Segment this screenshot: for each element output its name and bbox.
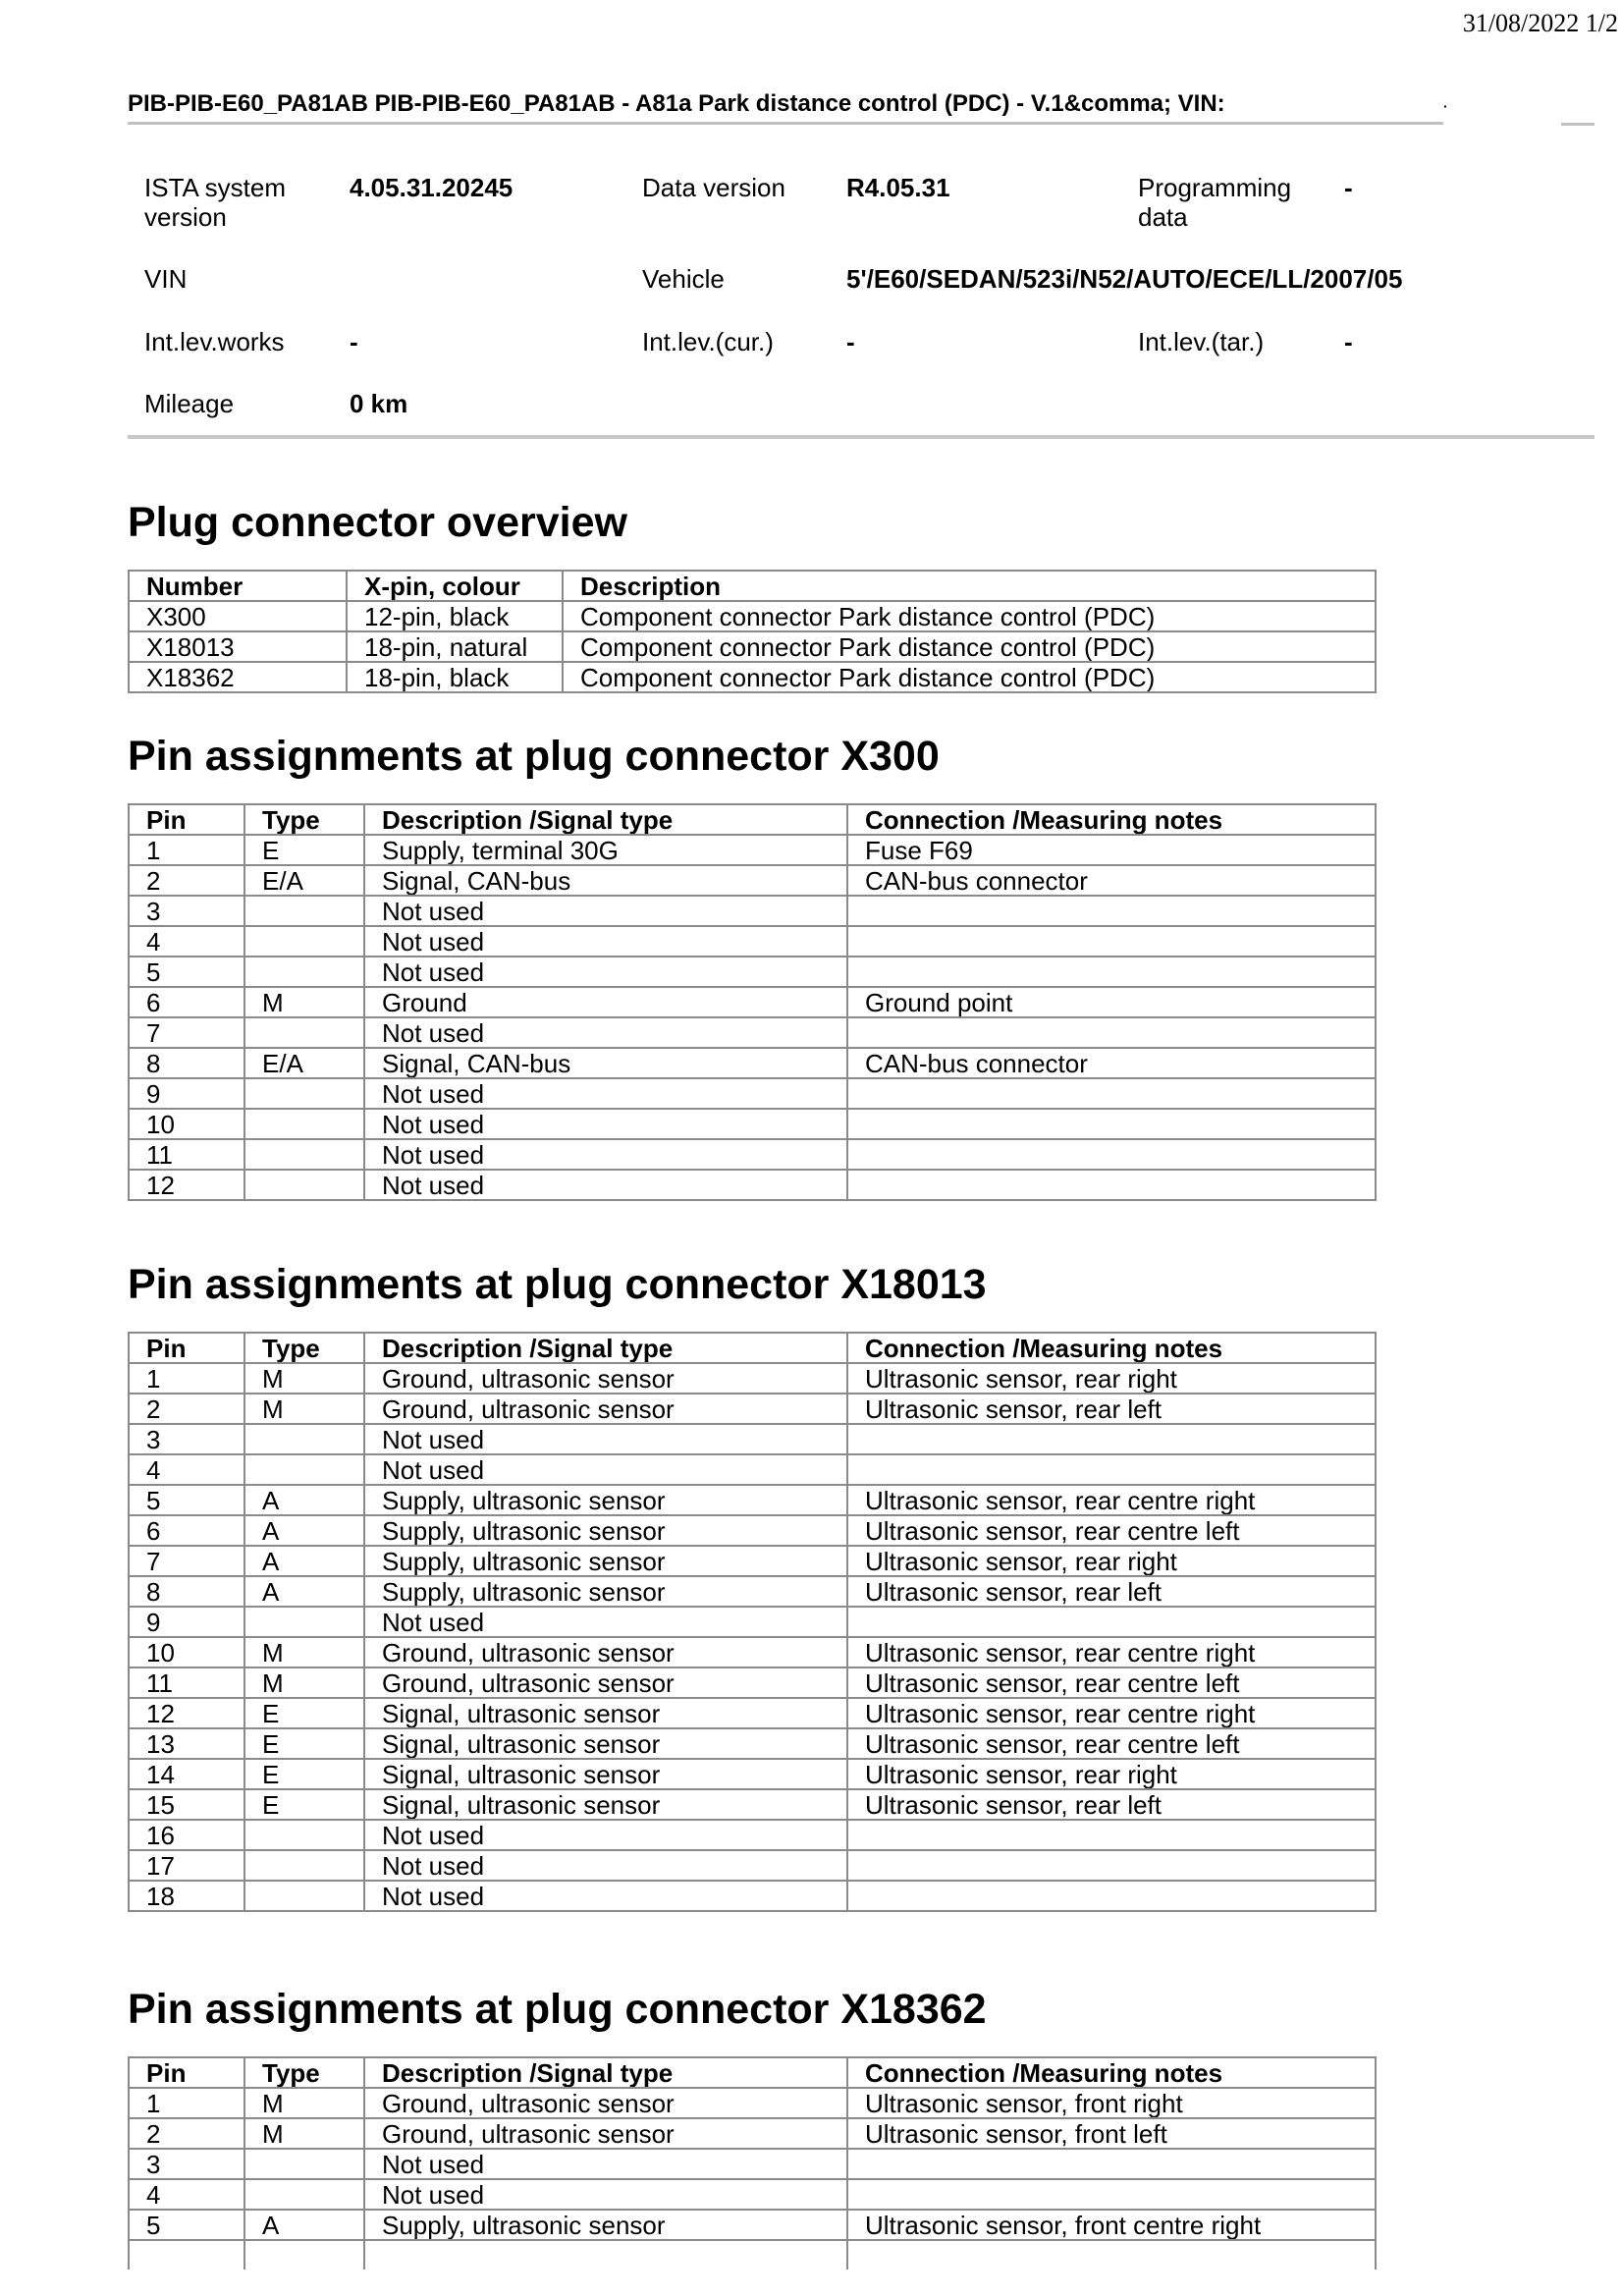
table-cell: Component connector Park distance control (PDC): [563, 601, 1376, 631]
table-cell: [244, 1139, 364, 1170]
table-cell: [847, 2179, 1376, 2210]
table-cell: Ground, ultrasonic sensor: [364, 2088, 847, 2118]
table-cell: Supply, ultrasonic sensor: [364, 1576, 847, 1607]
x18013-pin-table: [128, 1332, 1377, 1912]
table-cell: Not used: [364, 2179, 847, 2210]
document-title: PIB-PIB-E60_PA81AB PIB-PIB-E60_PA81AB - A81a Park distance control (PDC) - V.1&comma; VIN:: [128, 90, 1443, 125]
table-cell: 18-pin, black: [347, 662, 563, 692]
pin-header-row: [129, 804, 1376, 835]
table-row: [129, 1454, 1376, 1485]
table-cell: M: [244, 1394, 364, 1424]
table-row: [129, 957, 1376, 987]
table-cell: [847, 1607, 1376, 1637]
table-cell: X300: [129, 601, 347, 631]
table-row: [129, 865, 1376, 896]
table-cell: 5: [129, 1485, 244, 1515]
table-cell: 6: [129, 1515, 244, 1546]
table-cell: Ultrasonic sensor, rear left: [847, 1394, 1376, 1424]
table-row: [129, 1576, 1376, 1607]
x18362-heading: Pin assignments at plug connector X18362: [128, 1986, 987, 2033]
table-cell: Supply, ultrasonic sensor: [364, 1515, 847, 1546]
column-header: Connection /Measuring notes: [847, 2057, 1376, 2088]
table-cell: Not used: [364, 1078, 847, 1109]
table-cell: [364, 2240, 847, 2269]
table-row: [129, 1667, 1376, 1698]
table-cell: 17: [129, 1850, 244, 1881]
table-cell: 13: [129, 1728, 244, 1759]
table-cell: Ultrasonic sensor, rear centre left: [847, 1728, 1376, 1759]
table-cell: [244, 1454, 364, 1485]
intlev-tar-label: Int.lev.(tar.): [1138, 327, 1265, 356]
table-cell: [244, 1881, 364, 1911]
table-cell: Ultrasonic sensor, front left: [847, 2118, 1376, 2149]
table-row: [129, 1789, 1376, 1820]
table-cell: 4: [129, 926, 244, 957]
column-header: Type: [244, 2057, 364, 2088]
table-cell: Component connector Park distance control (PDC): [563, 631, 1376, 662]
table-cell: Supply, ultrasonic sensor: [364, 2210, 847, 2240]
table-cell: 5: [129, 2210, 244, 2240]
column-header: Connection /Measuring notes: [847, 1333, 1376, 1363]
column-header: Number: [129, 571, 347, 601]
table-cell: Not used: [364, 1607, 847, 1637]
table-cell: 2: [129, 1394, 244, 1424]
table-cell: [847, 1820, 1376, 1850]
table-cell: A: [244, 1576, 364, 1607]
table-cell: CAN-bus connector: [847, 865, 1376, 896]
ista-version-label: ISTA system version: [144, 173, 286, 232]
table-cell: E: [244, 1789, 364, 1820]
x300-heading: Pin assignments at plug connector X300: [128, 733, 940, 780]
table-cell: 15: [129, 1789, 244, 1820]
table-cell: Signal, ultrasonic sensor: [364, 1728, 847, 1759]
table-cell: Ultrasonic sensor, front centre right: [847, 2210, 1376, 2240]
intlev-cur-value: -: [846, 327, 855, 356]
table-cell: [244, 926, 364, 957]
table-row: [129, 631, 1376, 662]
table-cell: E/A: [244, 865, 364, 896]
column-header: Description /Signal type: [364, 1333, 847, 1363]
table-cell: [847, 926, 1376, 957]
table-cell: 2: [129, 2118, 244, 2149]
table-cell: [244, 896, 364, 926]
table-cell: 8: [129, 1576, 244, 1607]
intlev-cur-label: Int.lev.(cur.): [642, 327, 774, 356]
data-version-label: Data version: [642, 173, 785, 202]
overview-table: [128, 570, 1377, 693]
table-cell: Ultrasonic sensor, rear left: [847, 1576, 1376, 1607]
table-cell: Not used: [364, 1820, 847, 1850]
table-cell: Not used: [364, 1170, 847, 1200]
table-row: [129, 1637, 1376, 1667]
table-row: [129, 1363, 1376, 1394]
table-row: [129, 1728, 1376, 1759]
column-header: Pin: [129, 2057, 244, 2088]
programming-data-label: Programming data: [1138, 173, 1292, 232]
table-cell: 11: [129, 1139, 244, 1170]
table-cell: 1: [129, 2088, 244, 2118]
table-row: [129, 1017, 1376, 1048]
table-row: [129, 1698, 1376, 1728]
table-row: [129, 2240, 1376, 2269]
table-row: [129, 662, 1376, 692]
column-header: Connection /Measuring notes: [847, 804, 1376, 835]
table-cell: Ground, ultrasonic sensor: [364, 1667, 847, 1698]
table-cell: 12: [129, 1698, 244, 1728]
intlev-works-label: Int.lev.works: [144, 327, 285, 356]
table-cell: Ultrasonic sensor, rear centre left: [847, 1667, 1376, 1698]
table-row: [129, 1170, 1376, 1200]
ista-version-value: 4.05.31.20245: [350, 173, 514, 202]
table-cell: 12-pin, black: [347, 601, 563, 631]
table-cell: [847, 1139, 1376, 1170]
table-cell: Supply, terminal 30G: [364, 835, 847, 865]
table-cell: A: [244, 1546, 364, 1576]
table-cell: Ground, ultrasonic sensor: [364, 1394, 847, 1424]
table-cell: M: [244, 2088, 364, 2118]
table-cell: 7: [129, 1017, 244, 1048]
column-header: Type: [244, 804, 364, 835]
table-cell: E: [244, 1759, 364, 1789]
table-cell: M: [244, 1363, 364, 1394]
table-cell: 2: [129, 865, 244, 896]
table-row: [129, 896, 1376, 926]
programming-data-value: -: [1344, 173, 1353, 202]
x18362-pin-table: [128, 2056, 1377, 2269]
table-cell: Not used: [364, 2149, 847, 2179]
table-row: [129, 1759, 1376, 1789]
table-cell: 10: [129, 1637, 244, 1667]
column-header: Description: [563, 571, 1376, 601]
mileage-label: Mileage: [144, 389, 235, 418]
table-cell: 9: [129, 1078, 244, 1109]
table-cell: 6: [129, 987, 244, 1017]
table-cell: Supply, ultrasonic sensor: [364, 1546, 847, 1576]
column-header: Description /Signal type: [364, 2057, 847, 2088]
table-cell: 4: [129, 2179, 244, 2210]
table-cell: Ultrasonic sensor, front right: [847, 2088, 1376, 2118]
table-cell: Not used: [364, 1109, 847, 1139]
table-cell: Component connector Park distance control (PDC): [563, 662, 1376, 692]
x18013-heading: Pin assignments at plug connector X18013: [128, 1261, 987, 1308]
table-cell: Ground, ultrasonic sensor: [364, 1363, 847, 1394]
table-cell: Ultrasonic sensor, rear right: [847, 1546, 1376, 1576]
table-cell: M: [244, 987, 364, 1017]
table-cell: 18-pin, natural: [347, 631, 563, 662]
table-row: [129, 1048, 1376, 1078]
table-cell: A: [244, 1515, 364, 1546]
table-cell: Ultrasonic sensor, rear centre right: [847, 1637, 1376, 1667]
table-cell: 11: [129, 1667, 244, 1698]
table-cell: 1: [129, 835, 244, 865]
vehicle-label: Vehicle: [642, 264, 725, 294]
data-version-value: R4.05.31: [846, 173, 950, 202]
table-cell: X18013: [129, 631, 347, 662]
table-cell: 3: [129, 2149, 244, 2179]
table-cell: [244, 2179, 364, 2210]
x300-pin-table: [128, 803, 1377, 1201]
table-row: [129, 1546, 1376, 1576]
table-cell: Signal, CAN-bus: [364, 1048, 847, 1078]
table-cell: E: [244, 1728, 364, 1759]
intlev-works-value: -: [350, 327, 358, 356]
table-cell: 14: [129, 1759, 244, 1789]
table-cell: 16: [129, 1820, 244, 1850]
mileage-value: 0 km: [350, 389, 408, 418]
table-row: [129, 601, 1376, 631]
table-cell: Not used: [364, 1424, 847, 1454]
title-mark: ·: [1443, 98, 1448, 114]
table-row: [129, 1820, 1376, 1850]
table-cell: [847, 1170, 1376, 1200]
table-cell: [244, 1170, 364, 1200]
table-cell: Fuse F69: [847, 835, 1376, 865]
table-cell: [244, 1850, 364, 1881]
table-cell: [847, 1017, 1376, 1048]
table-cell: Ground, ultrasonic sensor: [364, 1637, 847, 1667]
table-cell: Not used: [364, 926, 847, 957]
table-cell: [244, 1109, 364, 1139]
table-row: [129, 1850, 1376, 1881]
table-cell: 8: [129, 1048, 244, 1078]
vin-label: VIN: [144, 264, 188, 294]
table-cell: 18: [129, 1881, 244, 1911]
table-row: [129, 1607, 1376, 1637]
table-cell: [847, 1454, 1376, 1485]
table-cell: Not used: [364, 957, 847, 987]
table-cell: 9: [129, 1607, 244, 1637]
intlev-tar-value: -: [1344, 327, 1353, 356]
page-stamp: 31/08/2022 1/2: [1462, 9, 1618, 37]
table-row: [129, 1109, 1376, 1139]
table-cell: 10: [129, 1109, 244, 1139]
table-row: [129, 2118, 1376, 2149]
table-cell: X18362: [129, 662, 347, 692]
table-cell: 3: [129, 1424, 244, 1454]
table-cell: [847, 1881, 1376, 1911]
table-cell: [244, 1820, 364, 1850]
table-cell: Signal, ultrasonic sensor: [364, 1759, 847, 1789]
table-cell: [847, 1424, 1376, 1454]
table-cell: M: [244, 1667, 364, 1698]
table-cell: Not used: [364, 1017, 847, 1048]
table-cell: [847, 2240, 1376, 2269]
table-cell: Not used: [364, 1139, 847, 1170]
column-header: X-pin, colour: [347, 571, 563, 601]
table-cell: Ultrasonic sensor, rear left: [847, 1789, 1376, 1820]
table-cell: Ultrasonic sensor, rear centre left: [847, 1515, 1376, 1546]
column-header: Description /Signal type: [364, 804, 847, 835]
vehicle-value: 5'/E60/SEDAN/523i/N52/AUTO/ECE/LL/2007/05: [846, 264, 1403, 294]
column-header: Pin: [129, 1333, 244, 1363]
table-cell: [244, 957, 364, 987]
table-row: [129, 926, 1376, 957]
table-cell: Not used: [364, 1454, 847, 1485]
table-cell: 5: [129, 957, 244, 987]
table-cell: 4: [129, 1454, 244, 1485]
overview-heading: Plug connector overview: [128, 499, 627, 546]
table-cell: Ground: [364, 987, 847, 1017]
table-row: [129, 2088, 1376, 2118]
table-cell: [244, 1607, 364, 1637]
table-row: [129, 1515, 1376, 1546]
pin-header-row: [129, 1333, 1376, 1363]
table-row: [129, 2210, 1376, 2240]
table-row: [129, 1078, 1376, 1109]
table-cell: Ground, ultrasonic sensor: [364, 2118, 847, 2149]
table-cell: [847, 957, 1376, 987]
table-cell: Not used: [364, 1850, 847, 1881]
table-row: [129, 1394, 1376, 1424]
table-cell: Ultrasonic sensor, rear centre right: [847, 1485, 1376, 1515]
table-row: [129, 1485, 1376, 1515]
table-row: [129, 1424, 1376, 1454]
table-cell: [244, 2240, 364, 2269]
table-cell: E: [244, 835, 364, 865]
table-cell: [244, 1078, 364, 1109]
table-cell: 3: [129, 896, 244, 926]
table-cell: Ground point: [847, 987, 1376, 1017]
table-cell: Ultrasonic sensor, rear right: [847, 1363, 1376, 1394]
table-cell: M: [244, 1637, 364, 1667]
table-cell: Not used: [364, 896, 847, 926]
title-rule: [1561, 123, 1595, 126]
table-cell: [847, 1850, 1376, 1881]
table-row: [129, 987, 1376, 1017]
table-row: [129, 835, 1376, 865]
table-row: [129, 2179, 1376, 2210]
table-cell: [847, 896, 1376, 926]
table-cell: 12: [129, 1170, 244, 1200]
table-row: [129, 2149, 1376, 2179]
table-cell: Ultrasonic sensor, rear centre right: [847, 1698, 1376, 1728]
table-cell: Signal, ultrasonic sensor: [364, 1698, 847, 1728]
table-cell: [847, 1109, 1376, 1139]
table-cell: [129, 2240, 244, 2269]
table-cell: A: [244, 2210, 364, 2240]
column-header: Pin: [129, 804, 244, 835]
table-cell: [244, 2149, 364, 2179]
table-cell: 7: [129, 1546, 244, 1576]
table-row: [129, 1881, 1376, 1911]
column-header: Type: [244, 1333, 364, 1363]
table-cell: M: [244, 2118, 364, 2149]
table-row: [129, 1139, 1376, 1170]
table-cell: [847, 1078, 1376, 1109]
table-cell: Signal, CAN-bus: [364, 865, 847, 896]
table-cell: CAN-bus connector: [847, 1048, 1376, 1078]
pin-header-row: [129, 2057, 1376, 2088]
table-cell: Not used: [364, 1881, 847, 1911]
table-cell: [244, 1424, 364, 1454]
table-cell: [847, 2149, 1376, 2179]
table-cell: E/A: [244, 1048, 364, 1078]
table-cell: E: [244, 1698, 364, 1728]
table-cell: Signal, ultrasonic sensor: [364, 1789, 847, 1820]
vehicle-info-block: [128, 162, 1595, 439]
table-cell: A: [244, 1485, 364, 1515]
overview-header-row: [129, 571, 1376, 601]
table-cell: [244, 1017, 364, 1048]
table-cell: Ultrasonic sensor, rear right: [847, 1759, 1376, 1789]
table-cell: Supply, ultrasonic sensor: [364, 1485, 847, 1515]
table-cell: 1: [129, 1363, 244, 1394]
